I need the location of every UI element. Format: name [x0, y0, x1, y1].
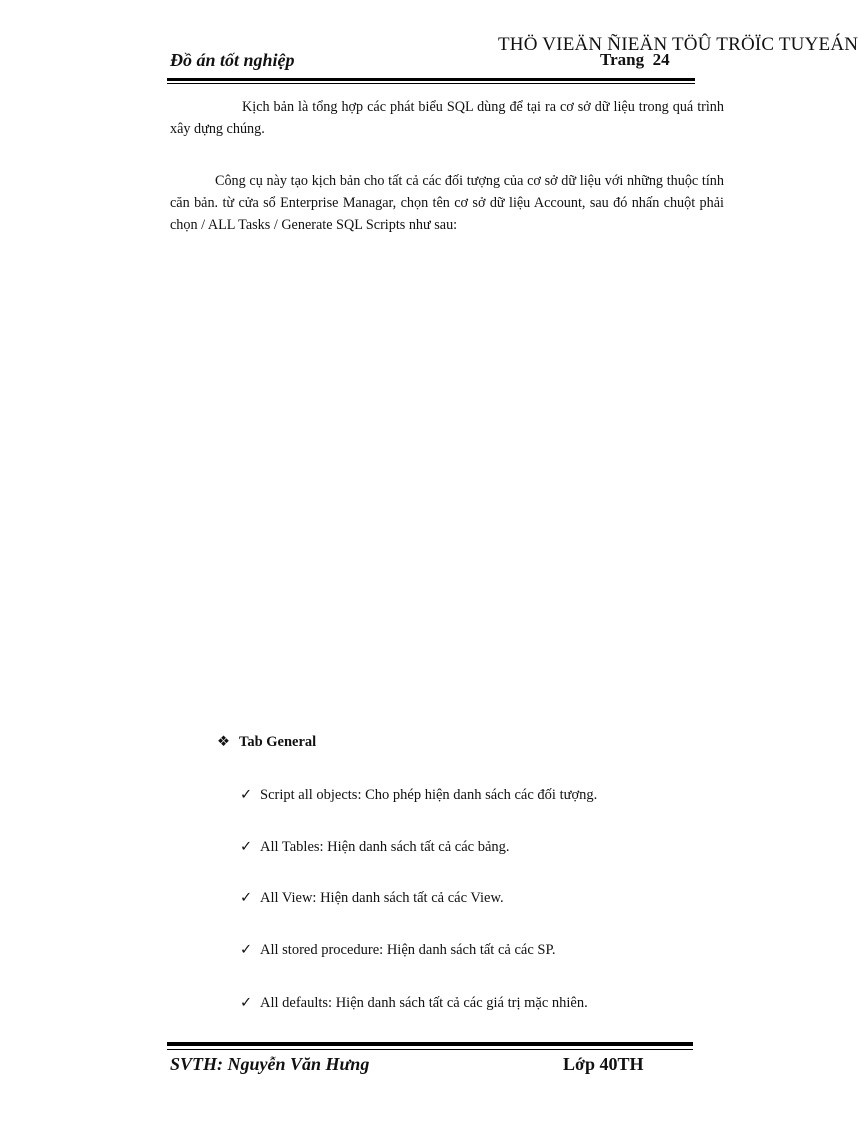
- list-item: [240, 839, 510, 856]
- checkmark-icon: ✓: [240, 995, 253, 1011]
- footer-rule-thin: [167, 1049, 693, 1050]
- paragraph-tool: Công cụ này tạo kịch bản cho tất cả các đối tượng của cơ sở dữ liệu với những thuộc tính căn bản. từ cửa sổ Enterprise Managar, chọn tên cơ sở dữ liệu Account, sau đó nhấn chuột phải chọn / ALL Tasks / Generate SQL Scripts như sau:: [170, 173, 724, 233]
- page-label: Trang: [600, 50, 645, 69]
- checkmark-icon: ✓: [240, 787, 253, 803]
- list-item-text: All Tables: Hiện danh sách tất cả các bảng.: [260, 839, 510, 855]
- class-name: Lớp 40TH: [563, 1054, 644, 1074]
- checkmark-icon: ✓: [240, 890, 253, 906]
- student-name: SVTH: Nguyễn Văn Hưng: [170, 1054, 370, 1074]
- list-item: [240, 787, 597, 804]
- section-heading: [217, 734, 316, 751]
- header-rule-thick: [167, 78, 695, 81]
- list-item-text: All stored procedure: Hiện danh sách tất cả các SP.: [260, 942, 556, 958]
- list-item: [240, 942, 556, 959]
- library-watermark: THÖ VIEÄN ÑIEÄN TÖÛ TRÖÏC TUYEÁN: [498, 34, 858, 55]
- page-number-value: 24: [652, 50, 670, 69]
- footer-rule-thick: [167, 1042, 693, 1046]
- diamond-bullet-icon: ❖: [217, 734, 230, 750]
- list-item: [240, 890, 504, 907]
- list-item-text: All View: Hiện danh sách tất cả các View.: [260, 890, 504, 906]
- list-item: [240, 995, 588, 1012]
- header-rule-thin: [167, 83, 695, 84]
- page-number: [600, 50, 670, 70]
- document-title: Đồ án tốt nghiệp: [170, 50, 295, 70]
- checkmark-icon: ✓: [240, 839, 253, 855]
- list-item-text: All defaults: Hiện danh sách tất cả các giá trị mặc nhiên.: [260, 995, 588, 1011]
- paragraph-intro: Kịch bản là tổng hợp các phát biểu SQL dùng để tại ra cơ sở dữ liệu trong quá trình xây dựng chúng.: [170, 99, 724, 137]
- section-title: Tab General: [239, 734, 317, 750]
- checkmark-icon: ✓: [240, 942, 253, 958]
- list-item-text: Script all objects: Cho phép hiện danh sách các đối tượng.: [260, 787, 598, 803]
